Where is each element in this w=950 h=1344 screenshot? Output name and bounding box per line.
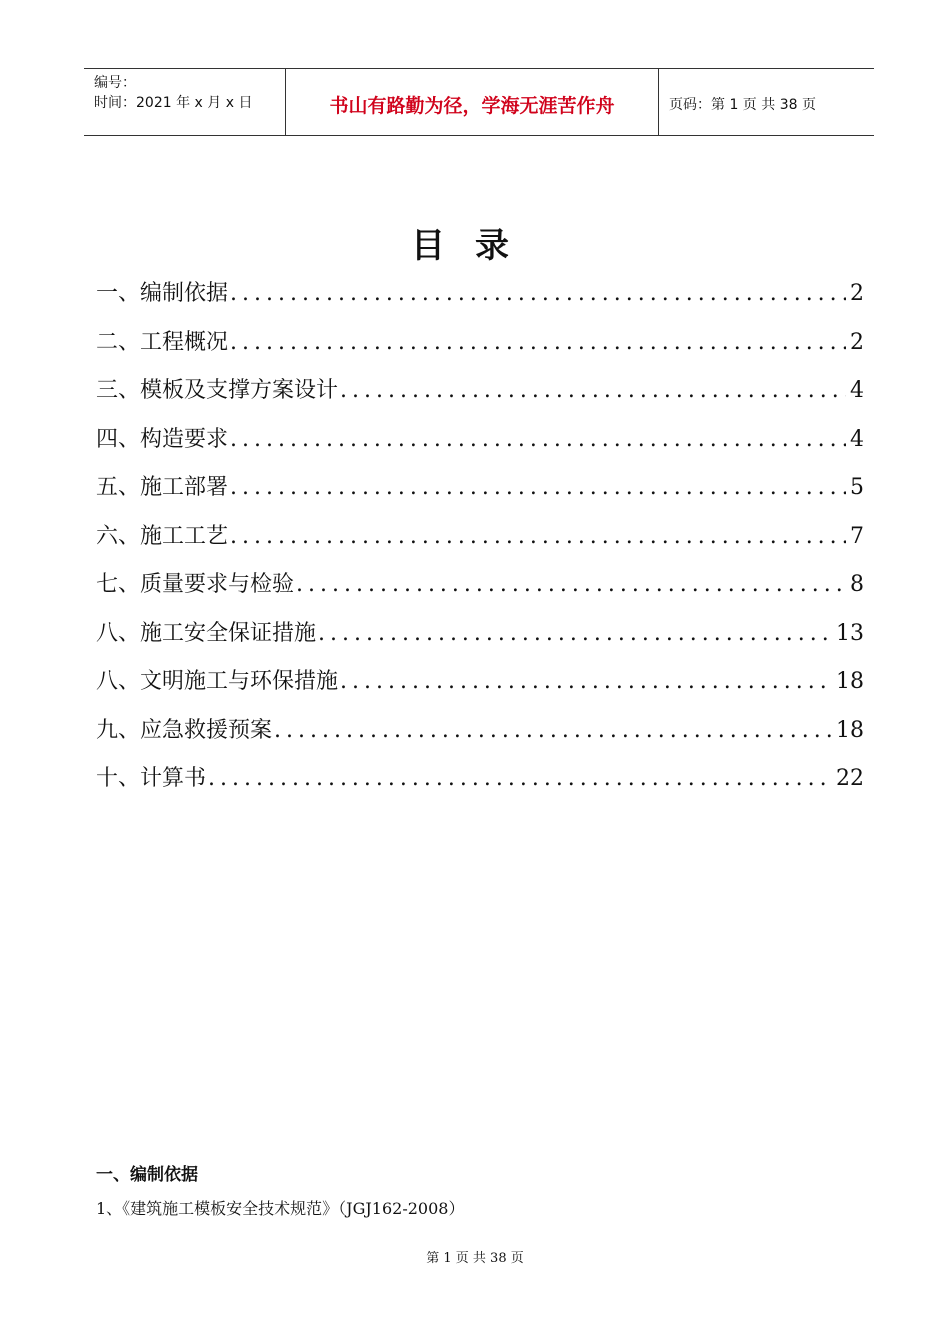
toc-entry-label: 三、模板及支撑方案设计 <box>96 378 339 403</box>
toc-entry[interactable] <box>96 567 864 616</box>
toc-leader-dots <box>230 470 846 506</box>
header-motto: 书山有路勤为径，学海无涯苦作舟 <box>286 69 659 135</box>
toc-entry-label: 六、施工工艺 <box>96 523 229 549</box>
toc-entry-label: 八、施工安全保证措施 <box>96 620 317 646</box>
toc-entry[interactable] <box>96 616 864 665</box>
toc-entry[interactable] <box>96 373 864 422</box>
toc-entry-label: 十、计算书 <box>96 766 207 791</box>
toc-entry-label: 二、工程概况 <box>96 329 229 355</box>
toc-entry-label: 四、构造要求 <box>96 426 229 452</box>
toc-entry-page: 13 <box>836 620 864 646</box>
toc-leader-dots <box>230 422 846 458</box>
toc-entry[interactable] <box>96 761 864 810</box>
table-of-contents <box>96 276 864 810</box>
toc-entry-label: 七、质量要求与检验 <box>96 572 295 597</box>
section-heading: 一、编制依据 <box>96 1165 198 1185</box>
toc-entry[interactable] <box>96 276 864 325</box>
toc-entry-page: 18 <box>836 669 864 694</box>
header-meta <box>84 69 286 135</box>
header-page-info: 页码：第 1 页 共 38 页 <box>669 97 816 113</box>
toc-entry-page: 4 <box>850 378 864 403</box>
toc-leader-dots <box>230 325 846 361</box>
toc-leader-dots <box>318 616 832 652</box>
toc-entry-page: 2 <box>850 329 864 355</box>
toc-entry-page: 18 <box>836 717 864 743</box>
page-footer: 第 1 页 共 38 页 <box>426 1251 524 1266</box>
toc-entry-label: 八、文明施工与环保措施 <box>96 669 339 694</box>
toc-entry[interactable] <box>96 519 864 568</box>
toc-leader-dots <box>340 373 846 409</box>
document-header <box>84 68 874 136</box>
toc-title: 目录 <box>411 226 539 266</box>
toc-entry[interactable] <box>96 470 864 519</box>
toc-entry-label: 九、应急救援预案 <box>96 717 273 743</box>
toc-entry[interactable] <box>96 713 864 762</box>
toc-entry-page: 2 <box>850 281 864 306</box>
toc-entry-page: 8 <box>850 572 864 597</box>
document-date: 时间：2021 年 x 月 x 日 <box>94 95 253 111</box>
toc-entry-label: 五、施工部署 <box>96 475 229 500</box>
section-list-item: 1、《建筑施工模板安全技术规范》（JGJ162-2008） <box>96 1199 465 1218</box>
toc-leader-dots <box>296 567 846 603</box>
toc-entry-page: 7 <box>850 523 864 549</box>
toc-leader-dots <box>274 713 832 749</box>
toc-leader-dots <box>208 761 832 797</box>
toc-leader-dots <box>340 664 832 700</box>
toc-entry-page: 22 <box>836 766 864 791</box>
toc-entry-page: 5 <box>850 475 864 500</box>
toc-leader-dots <box>230 276 846 312</box>
toc-entry[interactable] <box>96 325 864 374</box>
document-number-label: 编号： <box>94 75 136 91</box>
toc-entry[interactable] <box>96 422 864 471</box>
toc-entry-page: 4 <box>850 426 864 452</box>
toc-leader-dots <box>230 519 846 555</box>
toc-entry-label: 一、编制依据 <box>96 281 229 306</box>
toc-entry[interactable] <box>96 664 864 713</box>
